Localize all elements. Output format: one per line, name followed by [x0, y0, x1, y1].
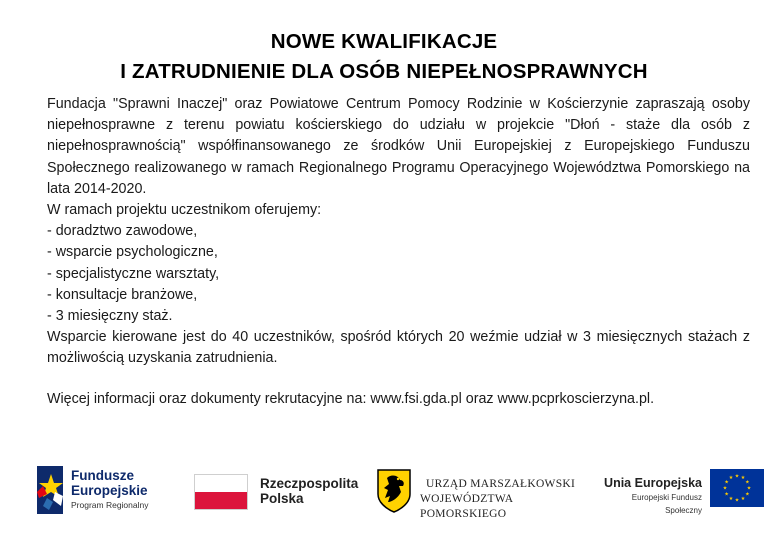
eu-star-icon: ★ — [740, 495, 746, 502]
eu-star-icon: ★ — [734, 497, 740, 504]
eu-star-icon: ★ — [745, 491, 750, 498]
offer-heading: W ramach projektu uczestnikom oferujemy: — [47, 202, 322, 219]
funds-logo-line-3: Program Regionalny — [71, 500, 149, 510]
eu-star-icon: ★ — [728, 495, 734, 502]
poland-logo-line-2: Polska — [260, 491, 304, 506]
marshal-office-logo — [376, 468, 576, 520]
eu-logo-line-1: Unia Europejska — [604, 476, 702, 490]
eu-star-icon: ★ — [722, 485, 728, 492]
info-paragraph: Więcej informacji oraz dokumenty rekrutacyjne na: www.fsi.gda.pl oraz www.pcprkoscierzyna.pl. — [47, 390, 655, 407]
list-item: - konsultacje branżowe, — [47, 286, 198, 303]
eu-star-icon: ★ — [734, 473, 740, 480]
pomeranian-griffin-crest-icon — [376, 468, 412, 514]
list-item: - 3 miesięczny staż. — [47, 308, 173, 325]
european-funds-logo — [33, 462, 173, 518]
marshal-logo-line-1: URZĄD MARSZAŁKOWSKI — [426, 478, 576, 490]
european-union-logo — [594, 465, 764, 517]
offer-list — [47, 221, 750, 327]
eu-star-icon: ★ — [728, 475, 734, 482]
european-funds-star-icon — [33, 464, 69, 516]
eu-flag-icon — [710, 469, 764, 507]
eu-logo-line-2: Europejski Fundusz Społeczny — [631, 493, 702, 515]
list-item: - wsparcie psychologiczne, — [47, 244, 218, 261]
page-title-line-1: NOWE KWALIFIKACJE — [270, 30, 498, 53]
eu-star-icon: ★ — [724, 479, 729, 486]
eu-star-icon: ★ — [746, 485, 752, 492]
poland-logo-line-1: Rzeczpospolita — [260, 476, 359, 491]
support-paragraph: Wsparcie kierowane jest do 40 uczestników, spośród których 20 weźmie udział w 3 miesięcznych stażach z możliwością uzyskania zatrudnienia. — [47, 329, 750, 367]
list-item: - doradztwo zawodowe, — [47, 223, 198, 240]
intro-paragraph: Fundacja "Sprawni Inaczej" oraz Powiatowe Centrum Pomocy Rodzinie w Kościerzynie zapraszają osoby niepełnosprawne z terenu powiatu kościerskiego do udziału w projekcie "Dłoń - staże dla osób z niepełnosprawnością" współfinansowanego ze środków Unii Europejskiej z Europejskiego Funduszu Społecznego realizowanego w ramach Regionalnego Programu Operacyjnego Województwa Pomorskiego na lata 2014-2020. — [47, 96, 750, 197]
document-body — [47, 94, 750, 410]
polish-flag-icon — [194, 474, 248, 510]
page-title-line-2: I ZATRUDNIENIE DLA OSÓB NIEPEŁNOSPRAWNYCH — [120, 60, 648, 83]
marshal-logo-line-2: WOJEWÓDZTWA POMORSKIEGO — [420, 493, 513, 520]
eu-star-icon: ★ — [740, 475, 746, 482]
eu-star-icon: ★ — [745, 479, 750, 486]
funds-logo-line-2: Europejskie — [71, 483, 148, 498]
list-item: - specjalistyczne warsztaty, — [47, 265, 220, 282]
funds-logo-line-1: Fundusze — [71, 468, 134, 483]
republic-of-poland-logo — [194, 470, 359, 512]
eu-star-icon: ★ — [724, 491, 729, 498]
